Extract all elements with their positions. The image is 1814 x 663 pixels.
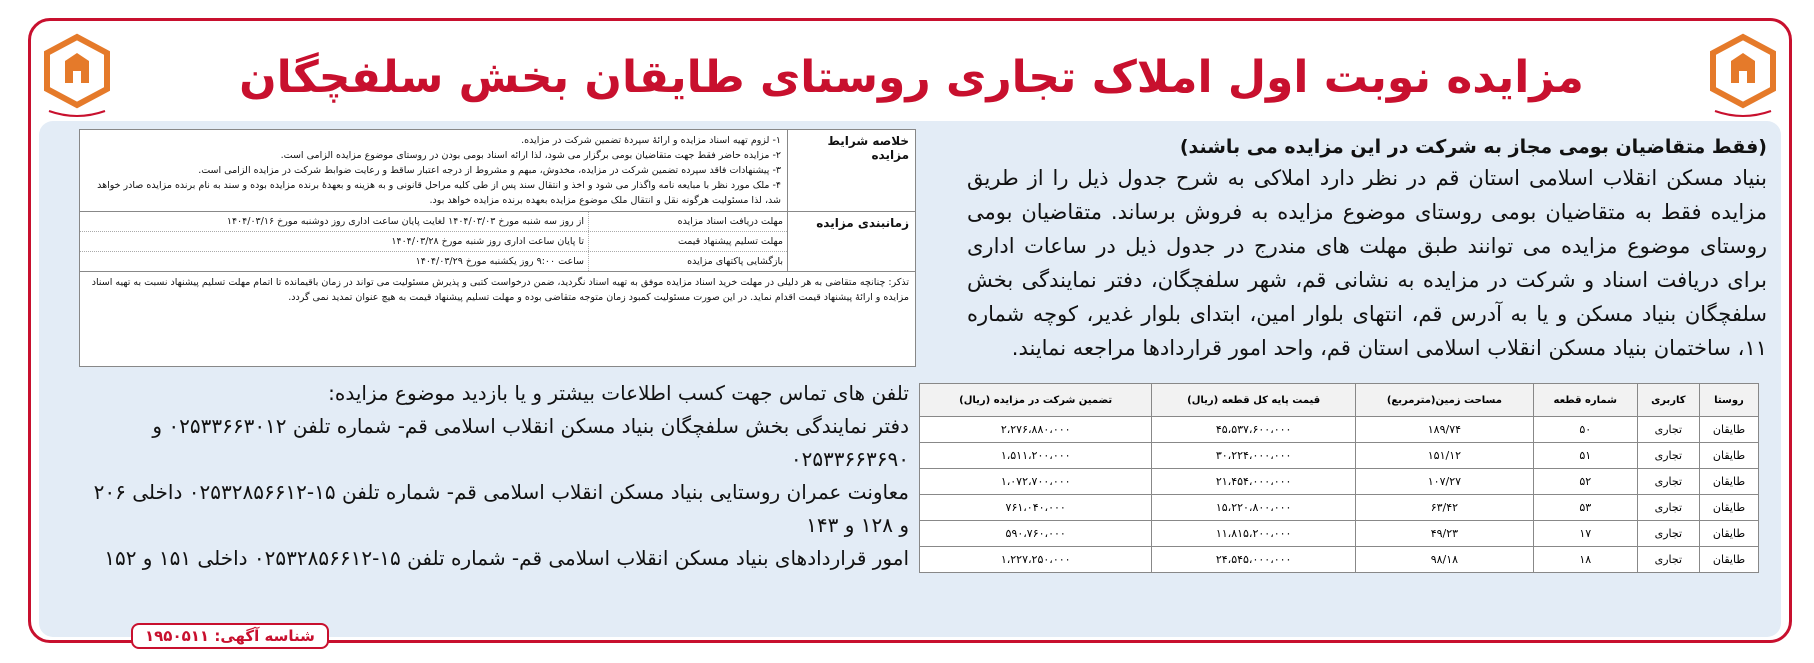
cell-plot-number: ۵۱ — [1533, 443, 1637, 469]
cell-base-price: ۲۴،۵۴۵،۰۰۰،۰۰۰ — [1152, 547, 1356, 573]
table-row — [920, 547, 1759, 573]
condition-item: ۳- پیشنهادات فاقد سپرده تضمین شرکت در مزایده، مخدوش، مبهم و مشروط از درجه اعتبار ساقط و رعایت ضوابط شرکت در مزایده الزامی است. — [198, 165, 781, 176]
table-row — [920, 521, 1759, 547]
cell-area: ۱۵۱/۱۲ — [1355, 443, 1533, 469]
cell-plot-number: ۱۷ — [1533, 521, 1637, 547]
schedule-value: از روز سه شنبه مورخ ۱۴۰۴/۰۳/۰۳ لغایت پایان ساعت اداری روز دوشنبه مورخ ۱۴۰۴/۰۳/۱۶ — [226, 216, 584, 227]
contact-line: امور قراردادهای بنیاد مسکن انقلاب اسلامی قم- شماره تلفن ۱۵-۰۲۵۳۲۸۵۶۶۱۲ داخلی ۱۵۱ و ۱۵۲ — [104, 546, 909, 570]
header-deposit: تضمین شرکت در مزایده (ریال) — [920, 384, 1152, 417]
cell-village: طایقان — [1699, 495, 1758, 521]
conditions-title: خلاصه شرایط مزایده — [787, 130, 915, 211]
schedule-value: تا پایان ساعت اداری روز شنبه مورخ ۱۴۰۴/۰۳/۲۸ — [391, 236, 584, 247]
condition-item: ۱- لزوم تهیه اسناد مزایده و ارائهٔ سپردهٔ تضمین شرکت در مزایده. — [521, 135, 781, 146]
ad-id-badge: شناسه آگهی: ۱۹۵۰۵۱۱ — [131, 623, 329, 649]
cell-area: ۱۸۹/۷۴ — [1355, 417, 1533, 443]
cell-deposit: ۱،۰۷۲،۷۰۰،۰۰۰ — [920, 469, 1152, 495]
contacts-title: تلفن های تماس جهت کسب اطلاعات بیشتر و یا بازدید موضوع مزایده: — [328, 381, 909, 405]
cell-deposit: ۵۹۰،۷۶۰،۰۰۰ — [920, 521, 1152, 547]
cell-village: طایقان — [1699, 469, 1758, 495]
cell-area: ۹۸/۱۸ — [1355, 547, 1533, 573]
table-row — [920, 443, 1759, 469]
housing-foundation-logo-left — [37, 31, 117, 121]
cell-deposit: ۷۶۱،۰۴۰،۰۰۰ — [920, 495, 1152, 521]
schedule-label: بازگشایی پاکتهای مزایده — [588, 252, 787, 271]
table-row — [920, 469, 1759, 495]
page-title: مزایده نوبت اول املاک تجاری روستای طایقان بخش سلفچگان — [239, 51, 1584, 103]
cell-base-price: ۳۰،۲۲۴،۰۰۰،۰۰۰ — [1152, 443, 1356, 469]
cell-area: ۴۹/۲۳ — [1355, 521, 1533, 547]
cell-village: طایقان — [1699, 521, 1758, 547]
cell-plot-number: ۱۸ — [1533, 547, 1637, 573]
header-usage: کاربری — [1637, 384, 1699, 417]
cell-usage: تجاری — [1637, 495, 1699, 521]
schedule-title: زمانبندی مزایده — [787, 212, 915, 271]
intro-section — [967, 133, 1767, 365]
properties-table — [919, 383, 1759, 573]
title-bar — [149, 27, 1674, 127]
conditions-summary-row — [80, 130, 915, 212]
cell-deposit: ۱،۲۲۷،۲۵۰،۰۰۰ — [920, 547, 1152, 573]
intro-paragraph: بنیاد مسکن انقلاب اسلامی استان قم در نظر دارد املاکی به شرح جدول ذیل را از طریق مزایده فقط به متقاضیان بومی روستای موضوع مزایده به فروش برساند. متقاضیان بومی روستای موضوع مزایده می توانند طبق مهلت های مندرج در جدول ذیل در ساعات اداری برای دریافت اسناد و شرکت در مزایده به نشانی قم، شهر سلفچگان، دفتر نمایندگی بخش سلفچگان بنیاد مسکن و یا به آدرس قم، انتهای بلوار امین، ابتدای بلوار غدیر، کوچه شماره ۱۱، ساختمان بنیاد مسکن انقلاب اسلامی استان قم، واحد امور قراردادها مراجعه نمایند. — [967, 166, 1767, 360]
header-base-price: قیمت پایه کل قطعه (ریال) — [1152, 384, 1356, 417]
properties-table-container — [919, 383, 1759, 573]
cell-plot-number: ۵۰ — [1533, 417, 1637, 443]
contact-line: معاونت عمران روستایی بنیاد مسکن انقلاب اسلامی قم- شماره تلفن ۱۵-۰۲۵۳۲۸۵۶۶۱۲ داخلی ۲۰۶ و ۱۲۸ و ۱۴۳ — [93, 480, 909, 537]
schedule-list — [80, 212, 787, 271]
schedule-footnote: تذکر: چنانچه متقاضی به هر دلیلی در مهلت خرید اسناد مزایده موفق به تهیه اسناد نگردید، ضمن درخواست کتبی و پذیرش مسئولیت می تواند در زمان باقیمانده تا اتمام مهلت تسلیم پیشنهاد نسبت به تهیه اسناد مزایده و ارائهٔ پیشنهاد قیمت اقدام نماید. در این صورت مسئولیت کمبود زمان متوجه متقاضی بوده و مهلت تسلیم پیشنهاد قیمت به هیچ عنوان تمدید نمی گردد. — [91, 277, 909, 303]
cell-base-price: ۲۱،۴۵۴،۰۰۰،۰۰۰ — [1152, 469, 1356, 495]
cell-base-price: ۱۵،۲۲۰،۸۰۰،۰۰۰ — [1152, 495, 1356, 521]
cell-usage: تجاری — [1637, 521, 1699, 547]
content-panel — [39, 121, 1781, 637]
schedule-item — [80, 212, 787, 232]
eligibility-note: (فقط متقاضیان بومی مجاز به شرکت در این مزایده می باشند) — [1179, 136, 1767, 158]
cell-village: طایقان — [1699, 443, 1758, 469]
header-village: روستا — [1699, 384, 1758, 417]
cell-base-price: ۴۵،۵۳۷،۶۰۰،۰۰۰ — [1152, 417, 1356, 443]
cell-usage: تجاری — [1637, 417, 1699, 443]
cell-area: ۶۳/۴۲ — [1355, 495, 1533, 521]
schedule-row — [80, 212, 915, 272]
schedule-value: ساعت ۹:۰۰ روز یکشنبه مورخ ۱۴۰۴/۰۳/۲۹ — [415, 256, 584, 267]
cell-village: طایقان — [1699, 547, 1758, 573]
schedule-item — [80, 252, 787, 271]
housing-foundation-logo-right — [1703, 31, 1783, 121]
cell-usage: تجاری — [1637, 443, 1699, 469]
cell-plot-number: ۵۳ — [1533, 495, 1637, 521]
schedule-item — [80, 232, 787, 252]
conditions-box — [79, 129, 916, 367]
table-header-row — [920, 384, 1759, 417]
cell-village: طایقان — [1699, 417, 1758, 443]
schedule-label: مهلت تسلیم پیشنهاد قیمت — [588, 232, 787, 251]
condition-item: ۴- ملک مورد نظر با مبایعه نامه واگذار می شود و اخذ و انتقال سند پس از طی کلیه مراحل قانونی و به هزینه و بعهدهٔ برنده مزایده بوده و سند به نام برنده مزایده صادر خواهد شد، لذا مسئولیت هرگونه نقل و انتقال ملک موضوع مزایده بعهده برنده مزایده خواهد بود. — [97, 180, 781, 206]
header-area: مساحت زمین(مترمربع) — [1355, 384, 1533, 417]
schedule-label: مهلت دریافت اسناد مزایده — [588, 212, 787, 231]
condition-item: ۲- مزایده حاضر فقط جهت متقاضیان بومی برگزار می شود، لذا ارائه اسناد بومی بودن در روستای موضوع مزایده الزامی است. — [280, 150, 781, 161]
header-plot-number: شماره قطعه — [1533, 384, 1637, 417]
cell-usage: تجاری — [1637, 547, 1699, 573]
conditions-list — [80, 130, 787, 211]
cell-usage: تجاری — [1637, 469, 1699, 495]
table-row — [920, 495, 1759, 521]
table-row — [920, 417, 1759, 443]
contact-line: دفتر نمایندگی بخش سلفچگان بنیاد مسکن انقلاب اسلامی قم- شماره تلفن ۰۲۵۳۳۶۶۳۰۱۲ و ۰۲۵۳۳۶۶۳۶۹۰ — [152, 414, 909, 471]
advertisement-frame — [28, 18, 1792, 643]
cell-deposit: ۲،۲۷۶،۸۸۰،۰۰۰ — [920, 417, 1152, 443]
cell-plot-number: ۵۲ — [1533, 469, 1637, 495]
cell-area: ۱۰۷/۲۷ — [1355, 469, 1533, 495]
cell-deposit: ۱،۵۱۱،۲۰۰،۰۰۰ — [920, 443, 1152, 469]
contacts-section — [79, 377, 909, 575]
cell-base-price: ۱۱،۸۱۵،۲۰۰،۰۰۰ — [1152, 521, 1356, 547]
